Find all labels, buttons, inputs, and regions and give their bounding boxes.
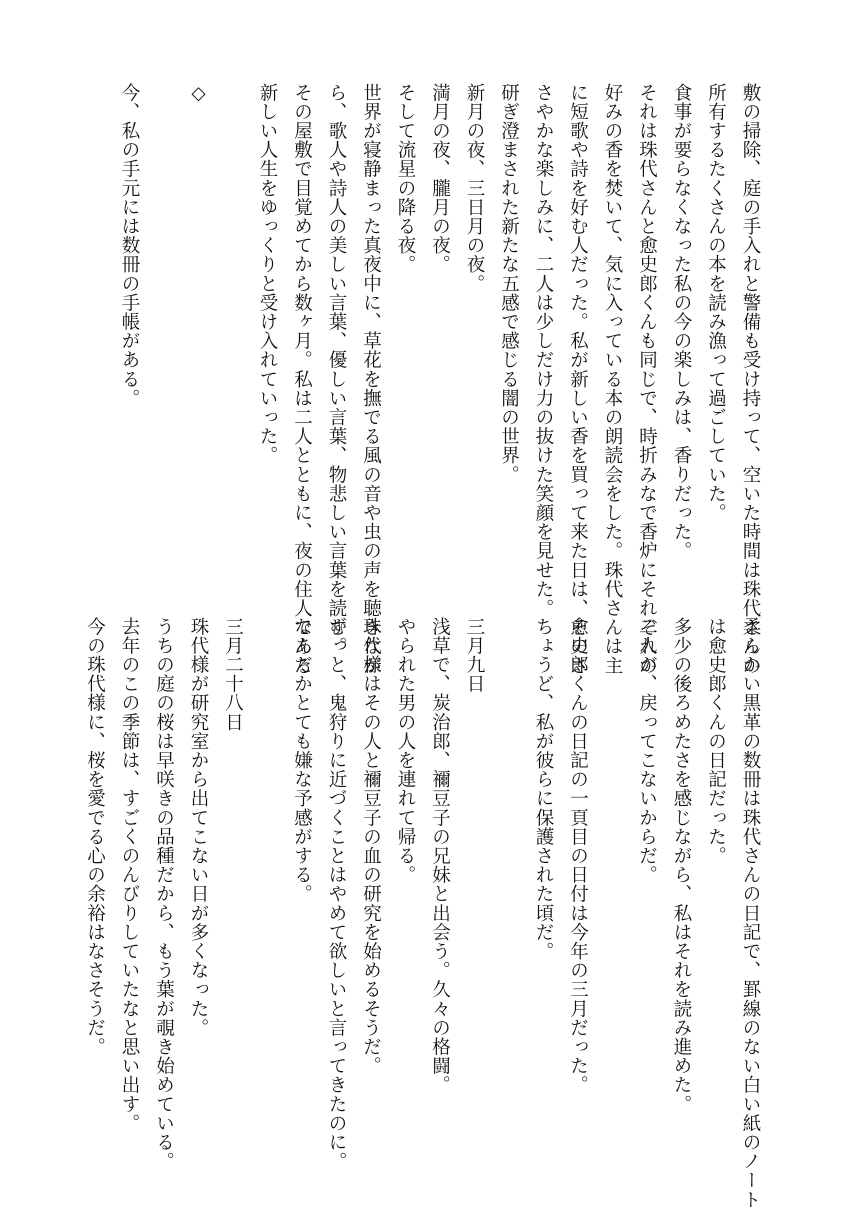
- text-line: 敷の掃除、庭の手入れと警備も受け持って、空いた時間は珠代さんの: [740, 83, 761, 676]
- text-line: やられた男の人を連れて帰る。: [395, 617, 416, 885]
- text-line: は愈史郎くんの日記だった。: [705, 617, 727, 866]
- text-line: ずっと、鬼狩りに近づくことはやめて欲しいと言ってきたのに。: [326, 617, 347, 1171]
- text-line: その屋敷で目覚めてから数ヶ月。私は二人とともに、夜の住人である: [291, 83, 313, 676]
- text-line: に短歌や詩を好む人だった。私が新しい香を買って来た日は、そのさ: [567, 83, 589, 676]
- diary-date-heading: 三月二十八日: [222, 617, 244, 732]
- text-line: 今、私の手元には数冊の手帳がある。: [119, 83, 140, 408]
- text-line: 満月の夜、朧月の夜。: [429, 83, 451, 274]
- text-line: 世界が寝静まった真夜中に、草花を撫でる風の音や虫の声を聴きなが: [360, 83, 382, 676]
- text-line: 二人が、戻ってこないからだ。: [636, 617, 658, 885]
- text-line: うちの庭の桜は早咲きの品種だから、もう葉が覗き始めている。: [153, 617, 175, 1171]
- text-line: 柔らかい黒革の数冊は珠代さんの日記で、罫線のない白い紙のノート: [740, 617, 761, 1209]
- lower-text-block: [77, 617, 767, 1209]
- blank-line: [595, 617, 630, 1157]
- text-line: それは珠代さんと愈史郎くんも同じで、時折みなで香炉にそれぞれの: [636, 83, 658, 676]
- blank-line: [146, 83, 181, 623]
- blank-line: [491, 617, 526, 1157]
- text-line: ら、歌人や詩人の美しい言葉、優しい言葉、物悲しい言葉を読む。: [326, 83, 347, 656]
- text-line: なんだかとても嫌な予感がする。: [291, 617, 313, 904]
- blank-line: [215, 83, 250, 623]
- text-line: 所有するたくさんの本を読み漁って過ごしていた。: [705, 83, 727, 523]
- text-line: 珠代様が研究室から出てこない日が多くなった。: [188, 617, 209, 1038]
- text-line: そして流星の降る夜。: [395, 83, 416, 274]
- text-line: 好みの香を焚いて、気に入っている本の朗読会をした。珠代さんは主: [602, 83, 623, 676]
- text-line: 去年のこの季節は、すごくのんびりしていたなと思い出す。: [119, 617, 140, 1133]
- text-line: 愈史郎くんの日記の一頁目の日付は今年の三月だった。: [567, 617, 589, 1095]
- text-line: 研ぎ澄まされた新たな五感で感じる闇の世界。: [498, 83, 520, 485]
- text-line: 珠代様はその人と禰豆子の血の研究を始めるそうだ。: [360, 617, 382, 1076]
- text-line: 今の珠代様に、桜を愛でる心の余裕はなさそうだ。: [84, 617, 106, 1057]
- text-line: 浅草で、炭治郎、禰豆子の兄妹と出会う。久々の格闘。: [429, 617, 451, 1095]
- section-break-diamond: ◇: [188, 83, 209, 105]
- text-line: ちょうど、私が彼らに保護された頃だ。: [533, 617, 554, 961]
- text-line: さやかな楽しみに、二人は少しだけ力の抜けた笑顔を見せた。: [533, 83, 554, 618]
- text-line: 新しい人生をゆっくりと受け入れていった。: [257, 83, 278, 465]
- blank-line: [250, 617, 285, 1157]
- text-line: 多少の後ろめたさを感じながら、私はそれを読み進めた。: [671, 617, 692, 1114]
- text-line: 食事が要らなくなった私の今の楽しみは、香りだった。: [671, 83, 692, 561]
- diary-date-heading: 三月九日: [464, 617, 485, 694]
- text-line: 新月の夜、三日月の夜。: [464, 83, 485, 294]
